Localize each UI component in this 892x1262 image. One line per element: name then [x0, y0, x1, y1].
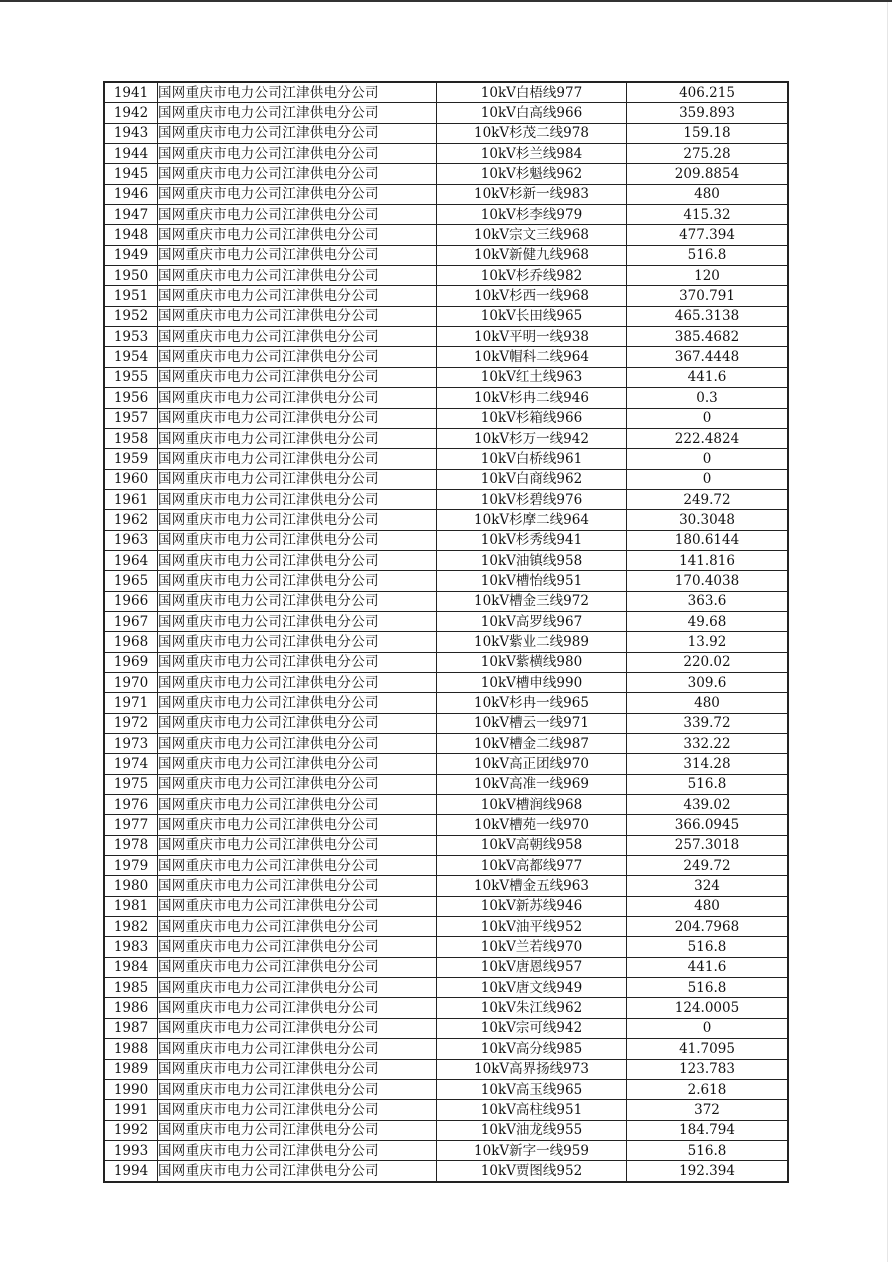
- organization-cell: 国网重庆市电力公司江津供电分公司: [158, 672, 437, 692]
- value-cell: 406.215: [627, 82, 789, 103]
- value-cell: 275.28: [627, 144, 789, 164]
- row-index-cell: 1978: [104, 835, 158, 855]
- row-index-cell: 1957: [104, 408, 158, 428]
- row-index-cell: 1954: [104, 347, 158, 367]
- value-cell: 249.72: [627, 856, 789, 876]
- organization-cell: 国网重庆市电力公司江津供电分公司: [158, 428, 437, 448]
- value-cell: 222.4824: [627, 428, 789, 448]
- feeder-line-cell: 10kV帽科二线964: [437, 347, 627, 367]
- organization-cell: 国网重庆市电力公司江津供电分公司: [158, 164, 437, 184]
- organization-cell: 国网重庆市电力公司江津供电分公司: [158, 245, 437, 265]
- value-cell: 192.394: [627, 1161, 789, 1182]
- value-cell: 339.72: [627, 713, 789, 733]
- table-body: [104, 82, 788, 1182]
- organization-cell: 国网重庆市电力公司江津供电分公司: [158, 469, 437, 489]
- table-row: [104, 489, 788, 509]
- table-row: [104, 82, 788, 103]
- row-index-cell: 1992: [104, 1120, 158, 1140]
- value-cell: 480: [627, 896, 789, 916]
- value-cell: 124.0005: [627, 998, 789, 1018]
- organization-cell: 国网重庆市电力公司江津供电分公司: [158, 144, 437, 164]
- organization-cell: 国网重庆市电力公司江津供电分公司: [158, 1079, 437, 1099]
- organization-cell: 国网重庆市电力公司江津供电分公司: [158, 225, 437, 245]
- feeder-line-cell: 10kV高正团线970: [437, 754, 627, 774]
- feeder-line-cell: 10kV槽怡线951: [437, 571, 627, 591]
- row-index-cell: 1958: [104, 428, 158, 448]
- feeder-line-cell: 10kV杉李线979: [437, 205, 627, 225]
- table-row: [104, 550, 788, 570]
- feeder-line-cell: 10kV高界扬线973: [437, 1059, 627, 1079]
- value-cell: 2.618: [627, 1079, 789, 1099]
- table-row: [104, 795, 788, 815]
- value-cell: 516.8: [627, 1140, 789, 1160]
- table-row: [104, 611, 788, 631]
- feeder-line-cell: 10kV高罗线967: [437, 611, 627, 631]
- row-index-cell: 1967: [104, 611, 158, 631]
- feeder-line-cell: 10kV杉茂二线978: [437, 123, 627, 143]
- value-cell: 477.394: [627, 225, 789, 245]
- table-row: [104, 632, 788, 652]
- feeder-line-cell: 10kV油龙线955: [437, 1120, 627, 1140]
- row-index-cell: 1944: [104, 144, 158, 164]
- row-index-cell: 1955: [104, 367, 158, 387]
- table-row: [104, 713, 788, 733]
- row-index-cell: 1980: [104, 876, 158, 896]
- row-index-cell: 1949: [104, 245, 158, 265]
- feeder-line-cell: 10kV槽金五线963: [437, 876, 627, 896]
- table-row: [104, 1039, 788, 1059]
- row-index-cell: 1965: [104, 571, 158, 591]
- feeder-line-cell: 10kV高柱线951: [437, 1100, 627, 1120]
- feeder-line-cell: 10kV白桥线961: [437, 449, 627, 469]
- organization-cell: 国网重庆市电力公司江津供电分公司: [158, 184, 437, 204]
- table-row: [104, 1140, 788, 1160]
- organization-cell: 国网重庆市电力公司江津供电分公司: [158, 591, 437, 611]
- organization-cell: 国网重庆市电力公司江津供电分公司: [158, 815, 437, 835]
- feeder-line-cell: 10kV新健九线968: [437, 245, 627, 265]
- table-row: [104, 205, 788, 225]
- row-index-cell: 1989: [104, 1059, 158, 1079]
- table-row: [104, 266, 788, 286]
- value-cell: 0: [627, 469, 789, 489]
- organization-cell: 国网重庆市电力公司江津供电分公司: [158, 388, 437, 408]
- organization-cell: 国网重庆市电力公司江津供电分公司: [158, 978, 437, 998]
- organization-cell: 国网重庆市电力公司江津供电分公司: [158, 1161, 437, 1182]
- value-cell: 49.68: [627, 611, 789, 631]
- organization-cell: 国网重庆市电力公司江津供电分公司: [158, 835, 437, 855]
- feeder-line-cell: 10kV高都线977: [437, 856, 627, 876]
- value-cell: 249.72: [627, 489, 789, 509]
- organization-cell: 国网重庆市电力公司江津供电分公司: [158, 286, 437, 306]
- organization-cell: 国网重庆市电力公司江津供电分公司: [158, 266, 437, 286]
- row-index-cell: 1948: [104, 225, 158, 245]
- organization-cell: 国网重庆市电力公司江津供电分公司: [158, 205, 437, 225]
- row-index-cell: 1974: [104, 754, 158, 774]
- table-row: [104, 510, 788, 530]
- value-cell: 441.6: [627, 367, 789, 387]
- value-cell: 170.4038: [627, 571, 789, 591]
- value-cell: 0.3: [627, 388, 789, 408]
- table-row: [104, 347, 788, 367]
- table-row: [104, 1079, 788, 1099]
- table-row: [104, 571, 788, 591]
- feeder-line-cell: 10kV杉冉一线965: [437, 693, 627, 713]
- feeder-line-cell: 10kV槽润线968: [437, 795, 627, 815]
- organization-cell: 国网重庆市电力公司江津供电分公司: [158, 611, 437, 631]
- row-index-cell: 1966: [104, 591, 158, 611]
- table-row: [104, 286, 788, 306]
- organization-cell: 国网重庆市电力公司江津供电分公司: [158, 998, 437, 1018]
- organization-cell: 国网重庆市电力公司江津供电分公司: [158, 367, 437, 387]
- row-index-cell: 1956: [104, 388, 158, 408]
- organization-cell: 国网重庆市电力公司江津供电分公司: [158, 896, 437, 916]
- row-index-cell: 1986: [104, 998, 158, 1018]
- row-index-cell: 1961: [104, 489, 158, 509]
- organization-cell: 国网重庆市电力公司江津供电分公司: [158, 327, 437, 347]
- organization-cell: 国网重庆市电力公司江津供电分公司: [158, 1140, 437, 1160]
- feeder-line-cell: 10kV槽申线990: [437, 672, 627, 692]
- value-cell: 324: [627, 876, 789, 896]
- row-index-cell: 1973: [104, 734, 158, 754]
- feeder-line-cell: 10kV红土线963: [437, 367, 627, 387]
- value-cell: 516.8: [627, 245, 789, 265]
- organization-cell: 国网重庆市电力公司江津供电分公司: [158, 571, 437, 591]
- value-cell: 516.8: [627, 937, 789, 957]
- table-row: [104, 428, 788, 448]
- feeder-line-cell: 10kV杉摩二线964: [437, 510, 627, 530]
- row-index-cell: 1979: [104, 856, 158, 876]
- table-row: [104, 449, 788, 469]
- organization-cell: 国网重庆市电力公司江津供电分公司: [158, 876, 437, 896]
- row-index-cell: 1969: [104, 652, 158, 672]
- row-index-cell: 1951: [104, 286, 158, 306]
- organization-cell: 国网重庆市电力公司江津供电分公司: [158, 1018, 437, 1038]
- feeder-line-cell: 10kV高朝线958: [437, 835, 627, 855]
- table-row: [104, 998, 788, 1018]
- value-cell: 465.3138: [627, 306, 789, 326]
- value-cell: 370.791: [627, 286, 789, 306]
- row-index-cell: 1963: [104, 530, 158, 550]
- value-cell: 516.8: [627, 978, 789, 998]
- table-row: [104, 367, 788, 387]
- table-row: [104, 693, 788, 713]
- table-row: [104, 225, 788, 245]
- value-cell: 0: [627, 449, 789, 469]
- feeder-line-cell: 10kV油镇线958: [437, 550, 627, 570]
- value-cell: 314.28: [627, 754, 789, 774]
- feeder-line-cell: 10kV槽云一线971: [437, 713, 627, 733]
- table-row: [104, 306, 788, 326]
- page-right-edge: [887, 2, 888, 1262]
- table-row: [104, 754, 788, 774]
- table-row: [104, 652, 788, 672]
- row-index-cell: 1987: [104, 1018, 158, 1038]
- value-cell: 41.7095: [627, 1039, 789, 1059]
- table-row: [104, 1018, 788, 1038]
- row-index-cell: 1947: [104, 205, 158, 225]
- row-index-cell: 1950: [104, 266, 158, 286]
- organization-cell: 国网重庆市电力公司江津供电分公司: [158, 795, 437, 815]
- organization-cell: 国网重庆市电力公司江津供电分公司: [158, 652, 437, 672]
- value-cell: 415.32: [627, 205, 789, 225]
- table-row: [104, 245, 788, 265]
- feeder-line-cell: 10kV杉魁线962: [437, 164, 627, 184]
- table-row: [104, 327, 788, 347]
- row-index-cell: 1953: [104, 327, 158, 347]
- organization-cell: 国网重庆市电力公司江津供电分公司: [158, 530, 437, 550]
- table-row: [104, 937, 788, 957]
- feeder-line-cell: 10kV杉兰线984: [437, 144, 627, 164]
- feeder-line-cell: 10kV紫横线980: [437, 652, 627, 672]
- feeder-line-cell: 10kV槽苑一线970: [437, 815, 627, 835]
- feeder-line-cell: 10kV杉秀线941: [437, 530, 627, 550]
- row-index-cell: 1968: [104, 632, 158, 652]
- feeder-line-cell: 10kV新字一线959: [437, 1140, 627, 1160]
- feeder-line-cell: 10kV高玉线965: [437, 1079, 627, 1099]
- organization-cell: 国网重庆市电力公司江津供电分公司: [158, 957, 437, 977]
- organization-cell: 国网重庆市电力公司江津供电分公司: [158, 693, 437, 713]
- table-row: [104, 815, 788, 835]
- row-index-cell: 1970: [104, 672, 158, 692]
- feeder-line-cell: 10kV宗文三线968: [437, 225, 627, 245]
- value-cell: 332.22: [627, 734, 789, 754]
- feeder-line-cell: 10kV朱江线962: [437, 998, 627, 1018]
- organization-cell: 国网重庆市电力公司江津供电分公司: [158, 550, 437, 570]
- value-cell: 141.816: [627, 550, 789, 570]
- organization-cell: 国网重庆市电力公司江津供电分公司: [158, 449, 437, 469]
- value-cell: 0: [627, 408, 789, 428]
- row-index-cell: 1964: [104, 550, 158, 570]
- table-row: [104, 184, 788, 204]
- value-cell: 366.0945: [627, 815, 789, 835]
- table-row: [104, 774, 788, 794]
- feeder-line-cell: 10kV唐文线949: [437, 978, 627, 998]
- row-index-cell: 1976: [104, 795, 158, 815]
- row-index-cell: 1988: [104, 1039, 158, 1059]
- table-row: [104, 1120, 788, 1140]
- feeder-line-cell: 10kV高分线985: [437, 1039, 627, 1059]
- row-index-cell: 1985: [104, 978, 158, 998]
- row-index-cell: 1959: [104, 449, 158, 469]
- value-cell: 180.6144: [627, 530, 789, 550]
- organization-cell: 国网重庆市电力公司江津供电分公司: [158, 1059, 437, 1079]
- feeder-line-cell: 10kV白梧线977: [437, 82, 627, 103]
- organization-cell: 国网重庆市电力公司江津供电分公司: [158, 123, 437, 143]
- row-index-cell: 1942: [104, 103, 158, 123]
- table-row: [104, 672, 788, 692]
- value-cell: 123.783: [627, 1059, 789, 1079]
- value-cell: 257.3018: [627, 835, 789, 855]
- table-row: [104, 957, 788, 977]
- value-cell: 0: [627, 1018, 789, 1038]
- organization-cell: 国网重庆市电力公司江津供电分公司: [158, 632, 437, 652]
- value-cell: 367.4448: [627, 347, 789, 367]
- row-index-cell: 1991: [104, 1100, 158, 1120]
- table-row: [104, 164, 788, 184]
- table-row: [104, 530, 788, 550]
- feeder-line-cell: 10kV高准一线969: [437, 774, 627, 794]
- value-cell: 441.6: [627, 957, 789, 977]
- organization-cell: 国网重庆市电力公司江津供电分公司: [158, 306, 437, 326]
- value-cell: 516.8: [627, 774, 789, 794]
- table-row: [104, 917, 788, 937]
- row-index-cell: 1994: [104, 1161, 158, 1182]
- table-row: [104, 1161, 788, 1182]
- row-index-cell: 1982: [104, 917, 158, 937]
- row-index-cell: 1952: [104, 306, 158, 326]
- feeder-line-cell: 10kV平明一线938: [437, 327, 627, 347]
- feeder-line-cell: 10kV新苏线946: [437, 896, 627, 916]
- value-cell: 363.6: [627, 591, 789, 611]
- organization-cell: 国网重庆市电力公司江津供电分公司: [158, 856, 437, 876]
- organization-cell: 国网重庆市电力公司江津供电分公司: [158, 754, 437, 774]
- value-cell: 13.92: [627, 632, 789, 652]
- value-cell: 184.794: [627, 1120, 789, 1140]
- organization-cell: 国网重庆市电力公司江津供电分公司: [158, 1039, 437, 1059]
- table-row: [104, 408, 788, 428]
- table-row: [104, 876, 788, 896]
- organization-cell: 国网重庆市电力公司江津供电分公司: [158, 713, 437, 733]
- organization-cell: 国网重庆市电力公司江津供电分公司: [158, 510, 437, 530]
- row-index-cell: 1983: [104, 937, 158, 957]
- value-cell: 159.18: [627, 123, 789, 143]
- row-index-cell: 1945: [104, 164, 158, 184]
- row-index-cell: 1990: [104, 1079, 158, 1099]
- row-index-cell: 1984: [104, 957, 158, 977]
- organization-cell: 国网重庆市电力公司江津供电分公司: [158, 1120, 437, 1140]
- organization-cell: 国网重庆市电力公司江津供电分公司: [158, 937, 437, 957]
- table-row: [104, 144, 788, 164]
- page-top-border: [0, 0, 892, 2]
- value-cell: 120: [627, 266, 789, 286]
- feeder-line-cell: 10kV杉箱线966: [437, 408, 627, 428]
- organization-cell: 国网重庆市电力公司江津供电分公司: [158, 103, 437, 123]
- feeder-line-cell: 10kV油平线952: [437, 917, 627, 937]
- organization-cell: 国网重庆市电力公司江津供电分公司: [158, 347, 437, 367]
- table-row: [104, 103, 788, 123]
- feeder-line-cell: 10kV紫业二线989: [437, 632, 627, 652]
- feeder-line-cell: 10kV宗可线942: [437, 1018, 627, 1038]
- row-index-cell: 1972: [104, 713, 158, 733]
- feeder-line-cell: 10kV杉冉二线946: [437, 388, 627, 408]
- value-cell: 204.7968: [627, 917, 789, 937]
- row-index-cell: 1962: [104, 510, 158, 530]
- organization-cell: 国网重庆市电力公司江津供电分公司: [158, 489, 437, 509]
- value-cell: 439.02: [627, 795, 789, 815]
- value-cell: 385.4682: [627, 327, 789, 347]
- table-row: [104, 1059, 788, 1079]
- organization-cell: 国网重庆市电力公司江津供电分公司: [158, 917, 437, 937]
- table-row: [104, 1100, 788, 1120]
- feeder-line-cell: 10kV槽金二线987: [437, 734, 627, 754]
- value-cell: 30.3048: [627, 510, 789, 530]
- row-index-cell: 1946: [104, 184, 158, 204]
- table-row: [104, 388, 788, 408]
- feeder-line-cell: 10kV贾图线952: [437, 1161, 627, 1182]
- row-index-cell: 1975: [104, 774, 158, 794]
- row-index-cell: 1971: [104, 693, 158, 713]
- value-cell: 480: [627, 693, 789, 713]
- table-row: [104, 835, 788, 855]
- feeder-line-cell: 10kV白商线962: [437, 469, 627, 489]
- feeder-line-cell: 10kV杉新一线983: [437, 184, 627, 204]
- value-cell: 359.893: [627, 103, 789, 123]
- table-row: [104, 856, 788, 876]
- feeder-line-cell: 10kV杉西一线968: [437, 286, 627, 306]
- organization-cell: 国网重庆市电力公司江津供电分公司: [158, 408, 437, 428]
- organization-cell: 国网重庆市电力公司江津供电分公司: [158, 82, 437, 103]
- feeder-line-cell: 10kV长田线965: [437, 306, 627, 326]
- table-row: [104, 469, 788, 489]
- table-row: [104, 123, 788, 143]
- feeder-line-cell: 10kV杉乔线982: [437, 266, 627, 286]
- value-cell: 372: [627, 1100, 789, 1120]
- table-row: [104, 978, 788, 998]
- organization-cell: 国网重庆市电力公司江津供电分公司: [158, 774, 437, 794]
- value-cell: 209.8854: [627, 164, 789, 184]
- value-cell: 309.6: [627, 672, 789, 692]
- organization-cell: 国网重庆市电力公司江津供电分公司: [158, 734, 437, 754]
- feeder-line-cell: 10kV槽金三线972: [437, 591, 627, 611]
- feeder-line-cell: 10kV杉碧线976: [437, 489, 627, 509]
- feeder-line-cell: 10kV白高线966: [437, 103, 627, 123]
- row-index-cell: 1960: [104, 469, 158, 489]
- table-row: [104, 896, 788, 916]
- table-row: [104, 591, 788, 611]
- table-row: [104, 734, 788, 754]
- organization-cell: 国网重庆市电力公司江津供电分公司: [158, 1100, 437, 1120]
- row-index-cell: 1941: [104, 82, 158, 103]
- feeder-line-cell: 10kV兰若线970: [437, 937, 627, 957]
- feeder-capacity-table: [103, 81, 789, 1183]
- value-cell: 480: [627, 184, 789, 204]
- row-index-cell: 1977: [104, 815, 158, 835]
- row-index-cell: 1993: [104, 1140, 158, 1160]
- row-index-cell: 1943: [104, 123, 158, 143]
- feeder-line-cell: 10kV杉万一线942: [437, 428, 627, 448]
- feeder-line-cell: 10kV唐恩线957: [437, 957, 627, 977]
- row-index-cell: 1981: [104, 896, 158, 916]
- value-cell: 220.02: [627, 652, 789, 672]
